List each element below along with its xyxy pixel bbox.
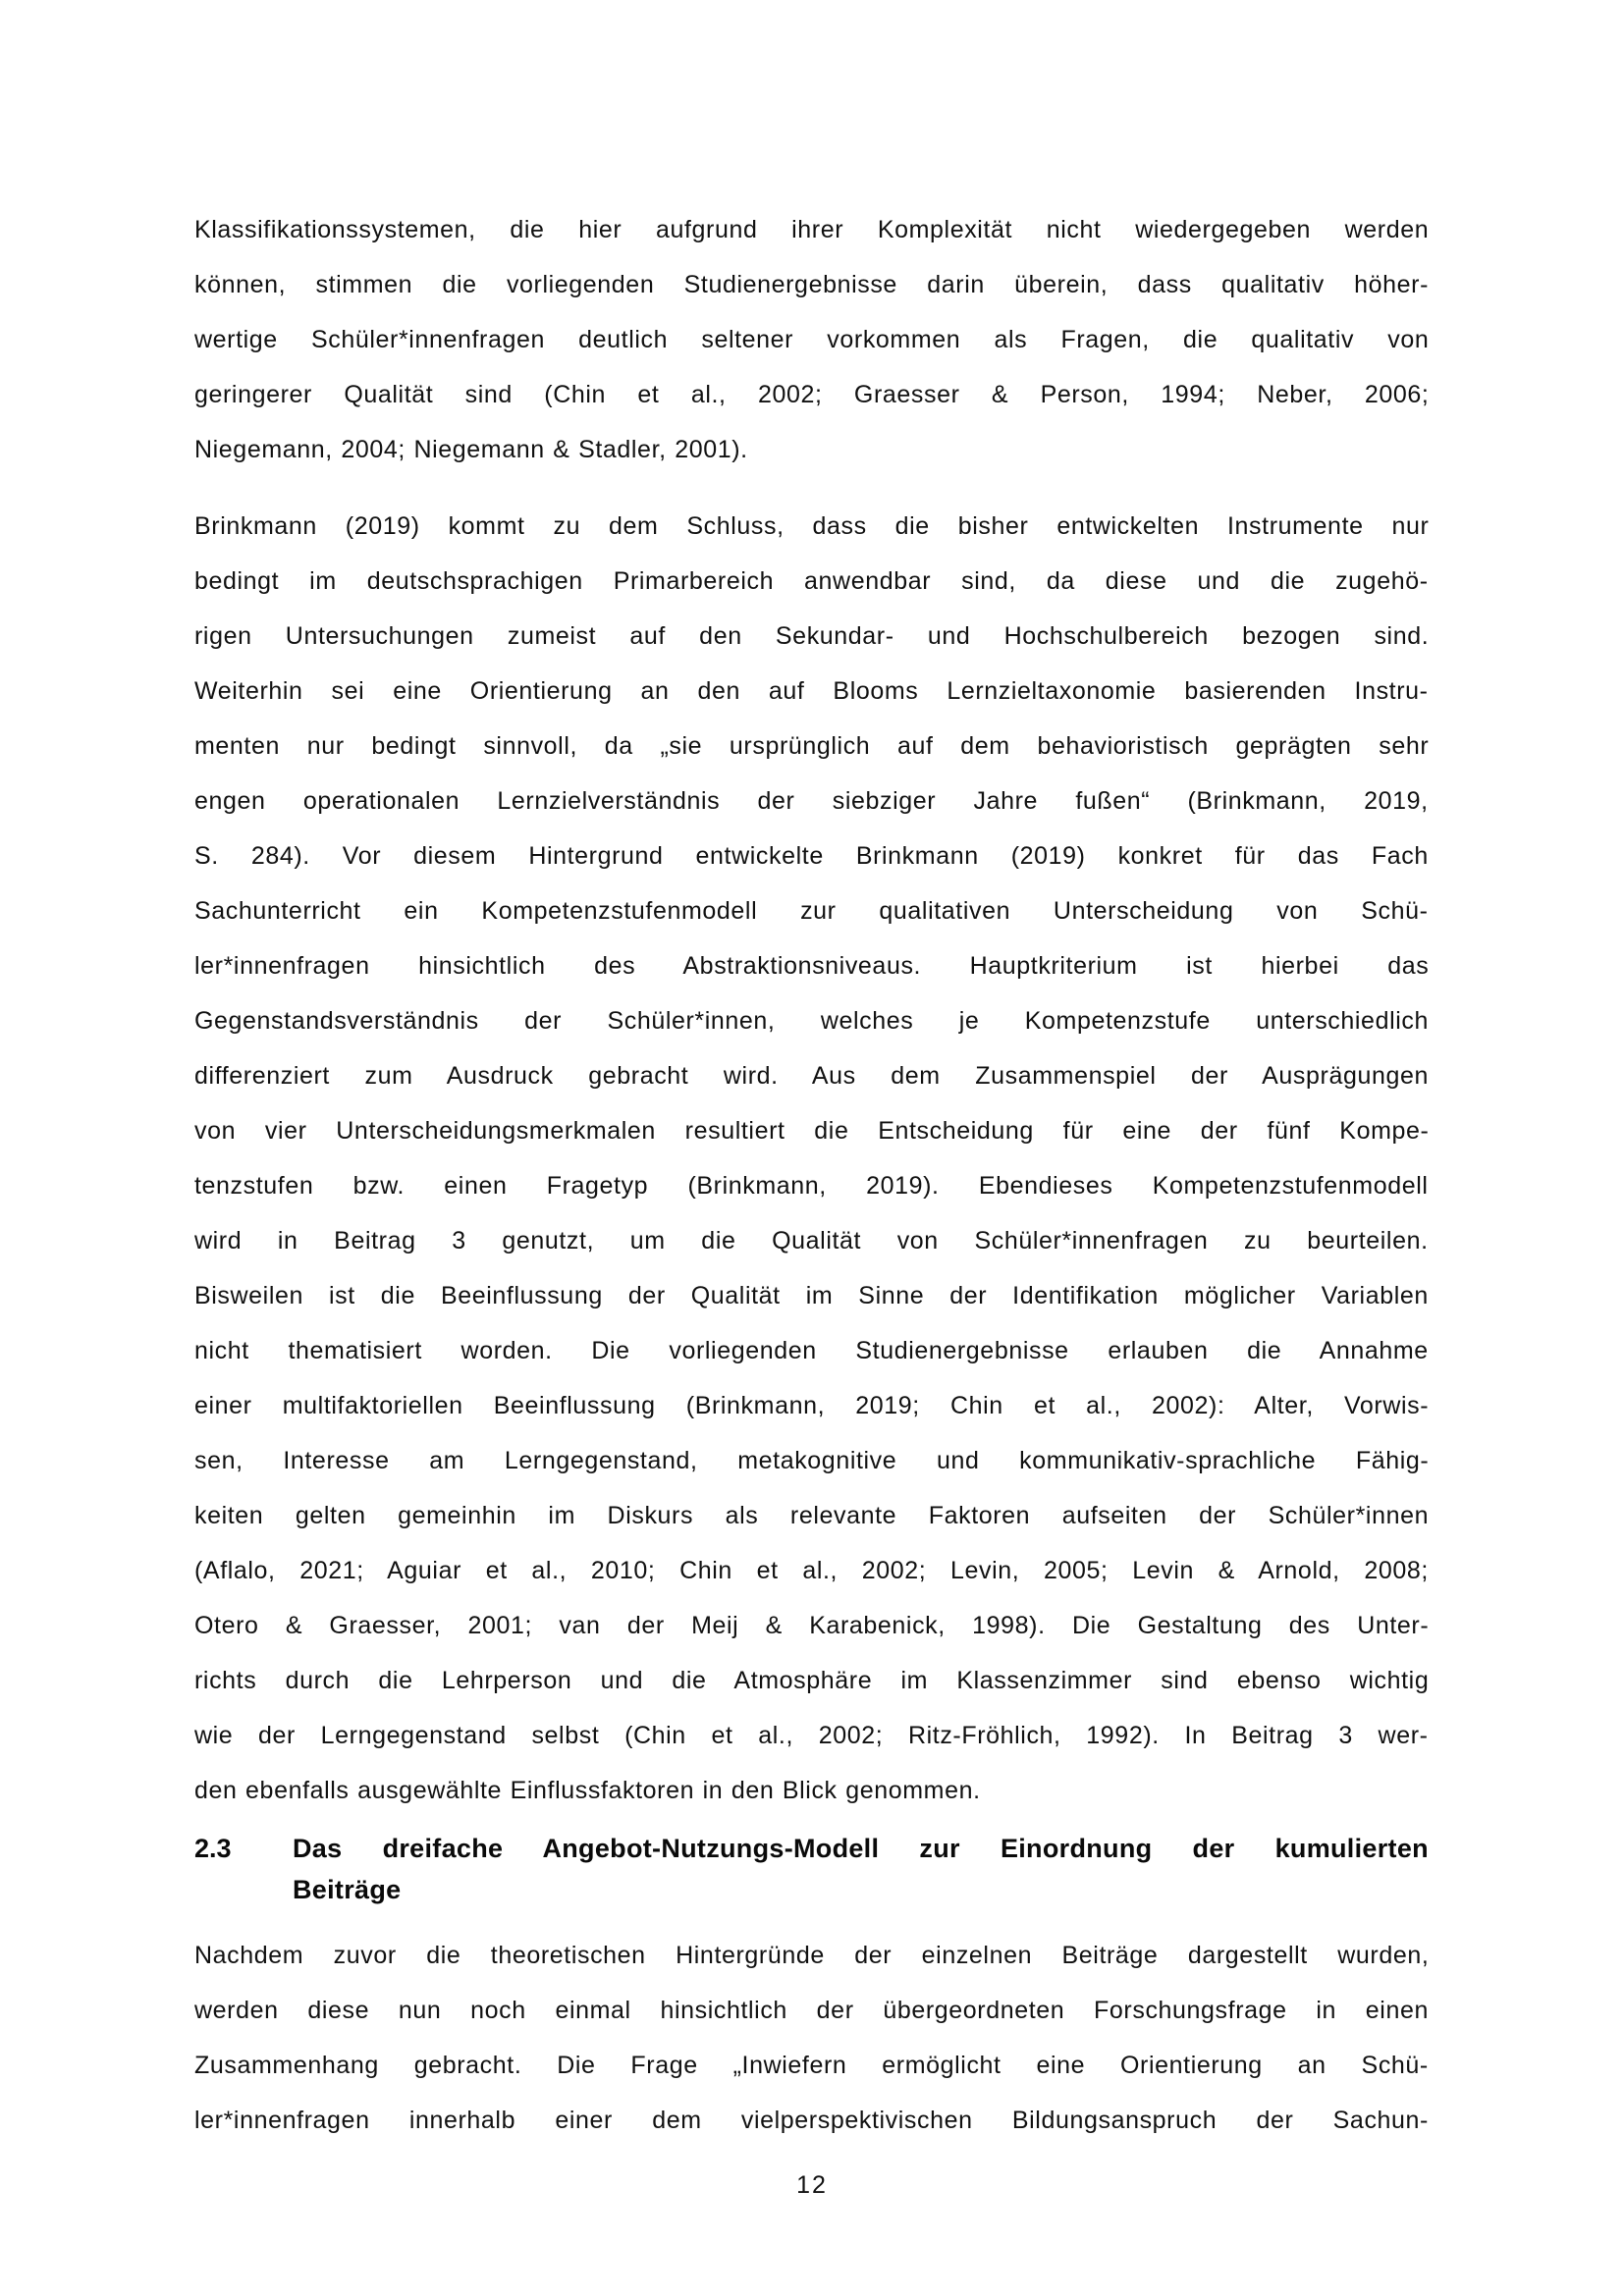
text-line: Sachunterricht ein Kompetenzstufenmodell zur qualitativen Unterscheidung von Schü- bbox=[194, 897, 1429, 925]
text-line: bedingt im deutschsprachigen Primarbereich anwendbar sind, da diese und die zugehö- bbox=[194, 567, 1429, 595]
text-line: wird in Beitrag 3 genutzt, um die Qualität von Schüler*innenfragen zu beurteilen. bbox=[194, 1227, 1429, 1255]
text-line: Zusammenhang gebracht. Die Frage „Inwiefern ermöglicht eine Orientierung an Schü- bbox=[194, 2052, 1429, 2079]
paragraph-classification-results bbox=[194, 202, 1429, 477]
text-line: Gegenstandsverständnis der Schüler*innen, welches je Kompetenzstufe unterschiedlich bbox=[194, 1007, 1429, 1035]
text-line: ler*innenfragen hinsichtlich des Abstraktionsniveaus. Hauptkriterium ist hierbei das bbox=[194, 952, 1430, 980]
text-line: (Aflalo, 2021; Aguiar et al., 2010; Chin et al., 2002; Levin, 2005; Levin & Arnold, 2008; bbox=[194, 1557, 1429, 1584]
text-line: keiten gelten gemeinhin im Diskurs als relevante Faktoren aufseiten der Schüler*innen bbox=[194, 1502, 1430, 1529]
section-title bbox=[293, 1828, 1429, 1910]
text-line: wie der Lerngegenstand selbst (Chin et al., 2002; Ritz-Fröhlich, 1992). In Beitrag 3 wer- bbox=[194, 1722, 1429, 1749]
text-line: Nachdem zuvor die theoretischen Hintergründe der einzelnen Beiträge dargestellt wurden, bbox=[194, 1942, 1430, 1969]
text-line: differenziert zum Ausdruck gebracht wird. Aus dem Zusammenspiel der Ausprägungen bbox=[194, 1062, 1429, 1090]
text-line: Bisweilen ist die Beeinflussung der Qualität im Sinne der Identifikation möglicher Variablen bbox=[194, 1282, 1429, 1309]
text-line: Otero & Graesser, 2001; van der Meij & Karabenick, 1998). Die Gestaltung des Unter- bbox=[194, 1612, 1430, 1639]
text-line: ler*innenfragen innerhalb einer dem vielperspektivischen Bildungsanspruch der Sachun- bbox=[194, 2107, 1429, 2134]
text-line: Klassifikationssystemen, die hier aufgrund ihrer Komplexität nicht wiedergegeben werden bbox=[194, 216, 1430, 243]
text-line: engen operationalen Lernzielverständnis der siebziger Jahre fußen“ (Brinkmann, 2019, bbox=[194, 787, 1429, 815]
text-line: werden diese nun noch einmal hinsichtlich der übergeordneten Forschungsfrage in einen bbox=[194, 1997, 1429, 2024]
section-number: 2.3 bbox=[194, 1834, 232, 1863]
text-line: nicht thematisiert worden. Die vorliegenden Studienergebnisse erlauben die Annahme bbox=[194, 1337, 1429, 1364]
text-line: S. 284). Vor diesem Hintergrund entwickelte Brinkmann (2019) konkret für das Fach bbox=[194, 842, 1429, 870]
text-line: tenzstufen bzw. einen Fragetyp (Brinkmann, 2019). Ebendieses Kompetenzstufenmodell bbox=[194, 1172, 1429, 1200]
section-title-line: Beiträge bbox=[293, 1875, 402, 1904]
paragraph-model-introduction bbox=[194, 1928, 1429, 2148]
text-line: geringerer Qualität sind (Chin et al., 2002; Graesser & Person, 1994; Neber, 2006; bbox=[194, 381, 1430, 408]
text-line: Niegemann, 2004; Niegemann & Stadler, 2001). bbox=[194, 436, 748, 463]
text-line: können, stimmen die vorliegenden Studienergebnisse darin überein, dass qualitativ höher- bbox=[194, 271, 1430, 298]
text-line: sen, Interesse am Lerngegenstand, metakognitive und kommunikativ-sprachliche Fähig- bbox=[194, 1447, 1430, 1474]
text-line: wertige Schüler*innenfragen deutlich seltener vorkommen als Fragen, die qualitativ von bbox=[194, 326, 1430, 353]
text-line: rigen Untersuchungen zumeist auf den Sekundar- und Hochschulbereich bezogen sind. bbox=[194, 622, 1430, 650]
section-title-line: Das dreifache Angebot-Nutzungs-Modell zur Einordnung der kumulierten bbox=[293, 1834, 1429, 1863]
text-line: richts durch die Lehrperson und die Atmosphäre im Klassenzimmer sind ebenso wichtig bbox=[194, 1667, 1430, 1694]
text-line: von vier Unterscheidungsmerkmalen resultiert die Entscheidung für eine der fünf Kompe- bbox=[194, 1117, 1430, 1145]
text-line: den ebenfalls ausgewählte Einflussfaktoren in den Blick genommen. bbox=[194, 1777, 981, 1804]
text-line: Weiterhin sei eine Orientierung an den auf Blooms Lernzieltaxonomie basierenden Instru- bbox=[194, 677, 1429, 705]
page-number: 12 bbox=[796, 2171, 828, 2199]
text-line: Brinkmann (2019) kommt zu dem Schluss, dass die bisher entwickelten Instrumente nur bbox=[194, 512, 1430, 540]
text-line: menten nur bedingt sinnvoll, da „sie ursprünglich auf dem behavioristisch geprägten sehr bbox=[194, 732, 1430, 760]
text-line: einer multifaktoriellen Beeinflussung (Brinkmann, 2019; Chin et al., 2002): Alter, Vorwis- bbox=[194, 1392, 1430, 1419]
paragraph-brinkmann-model bbox=[194, 499, 1429, 1818]
